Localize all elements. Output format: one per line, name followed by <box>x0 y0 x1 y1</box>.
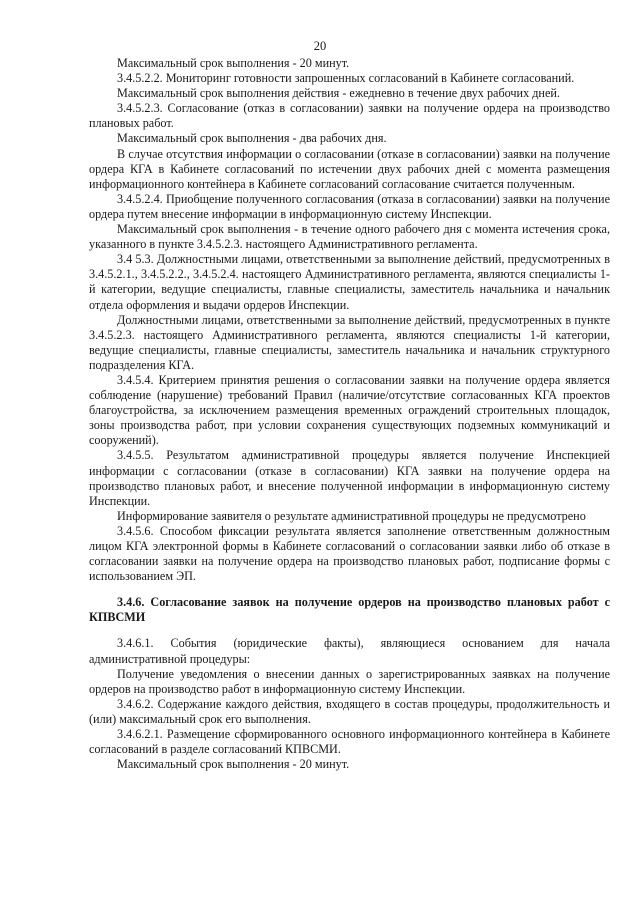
paragraph: 3.4.5.6. Способом фиксации результата является заполнение ответственным должностным лицом КГА электронной формы в Кабинете согласований о согласовании заявки либо об отказе в согласовании заявки на получение ордера на производство плановых работ, подписание формы с использованием ЭП. <box>89 523 610 584</box>
paragraph: 3.4.6.2.1. Размещение сформированного основного информационного контейнера в Кабинете согласований в разделе согласований КПВСМИ. <box>89 727 610 757</box>
paragraph: Максимальный срок выполнения - в течение одного рабочего дня с момента истечения срока, указанного в пункте 3.4.5.2.3. настоящего Административного регламента. <box>89 222 610 252</box>
paragraph: Максимальный срок выполнения действия - ежедневно в течение двух рабочих дней. <box>117 86 560 101</box>
paragraph: Получение уведомления о внесении данных о зарегистрированных заявках на получение ордеров на производство работ в информационную систему Инспекции. <box>89 666 610 696</box>
paragraph: 3.4.5.4. Критерием принятия решения о согласовании заявки на получение ордера является соблюдение (нарушение) требований Правил (наличие/отсутствие согласованных КГА проектов благоустройства, за исключением размещения временных ограждений строительных площадок, зоны производства работ, при условии сохранения существующих подземных коммуникаций и сооружений). <box>89 372 610 448</box>
section-heading: 3.4.6. Согласование заявок на получение ордеров на производство плановых работ с КПВСМИ <box>89 595 610 625</box>
paragraph: Должностными лицами, ответственными за выполнение действий, предусмотренных в пункте 3.4.5.2.3. настоящего Административного регламента, являются специалисты 1-й категории, ведущие специалисты, главные специалисты, заместитель начальника и начальник структурного подразделения КГА. <box>89 312 610 372</box>
paragraph: 3.4.5.2.4. Приобщение полученного согласования (отказа в согласовании) заявки на получение ордера путем внесение информации в информационную систему Инспекции. <box>89 191 610 221</box>
paragraph: 3.4.5.2.2. Мониторинг готовности запрошенных согласований в Кабинете согласований. <box>117 71 575 86</box>
paragraph: 3.4.5.2.3. Согласование (отказ в согласовании) заявки на получение ордера на производство плановых работ. <box>89 101 610 131</box>
paragraph: Максимальный срок выполнения - 20 минут. <box>117 757 350 772</box>
page-number: 20 <box>313 39 327 53</box>
paragraph: 3.4.5.5. Результатом административной процедуры является получение Инспекцией информации с согласовании (отказе в согласовании) КГА заявки на получение ордера на производство плановых работ, и внесение полученной информации в информационную систему Инспекции. <box>89 448 610 508</box>
paragraph: 3.4 5.3. Должностными лицами, ответственными за выполнение действий, предусмотренных в 3.4.5.2.1., 3.4.5.2.2., 3.4.5.2.4. настоящего Административного регламента, являются специалисты 1-й категории, ведущие специалисты, главные специалисты, заместитель начальника и начальник отдела оформления и выдачи ордеров Инспекции. <box>89 252 610 312</box>
document-body <box>89 56 610 772</box>
paragraph: Максимальный срок выполнения - два рабочих дня. <box>117 131 387 146</box>
paragraph: 3.4.6.2. Содержание каждого действия, входящего в состав процедуры, продолжительность и (или) максимальный срок его выполнения. <box>89 696 610 726</box>
paragraph: Максимальный срок выполнения - 20 минут. <box>117 56 350 70</box>
paragraph: Информирование заявителя о результате административной процедуры не предусмотрено <box>117 508 586 523</box>
paragraph: В случае отсутствия информации о согласовании (отказе в согласовании) заявки на получение ордера КГА в Кабинете согласований по истечении двух рабочих дней с момента размещения информационного контейнера в Кабинете согласований согласование считается полученным. <box>89 146 610 191</box>
paragraph: 3.4.6.1. События (юридические факты), являющиеся основанием для начала административной процедуры: <box>89 636 610 666</box>
